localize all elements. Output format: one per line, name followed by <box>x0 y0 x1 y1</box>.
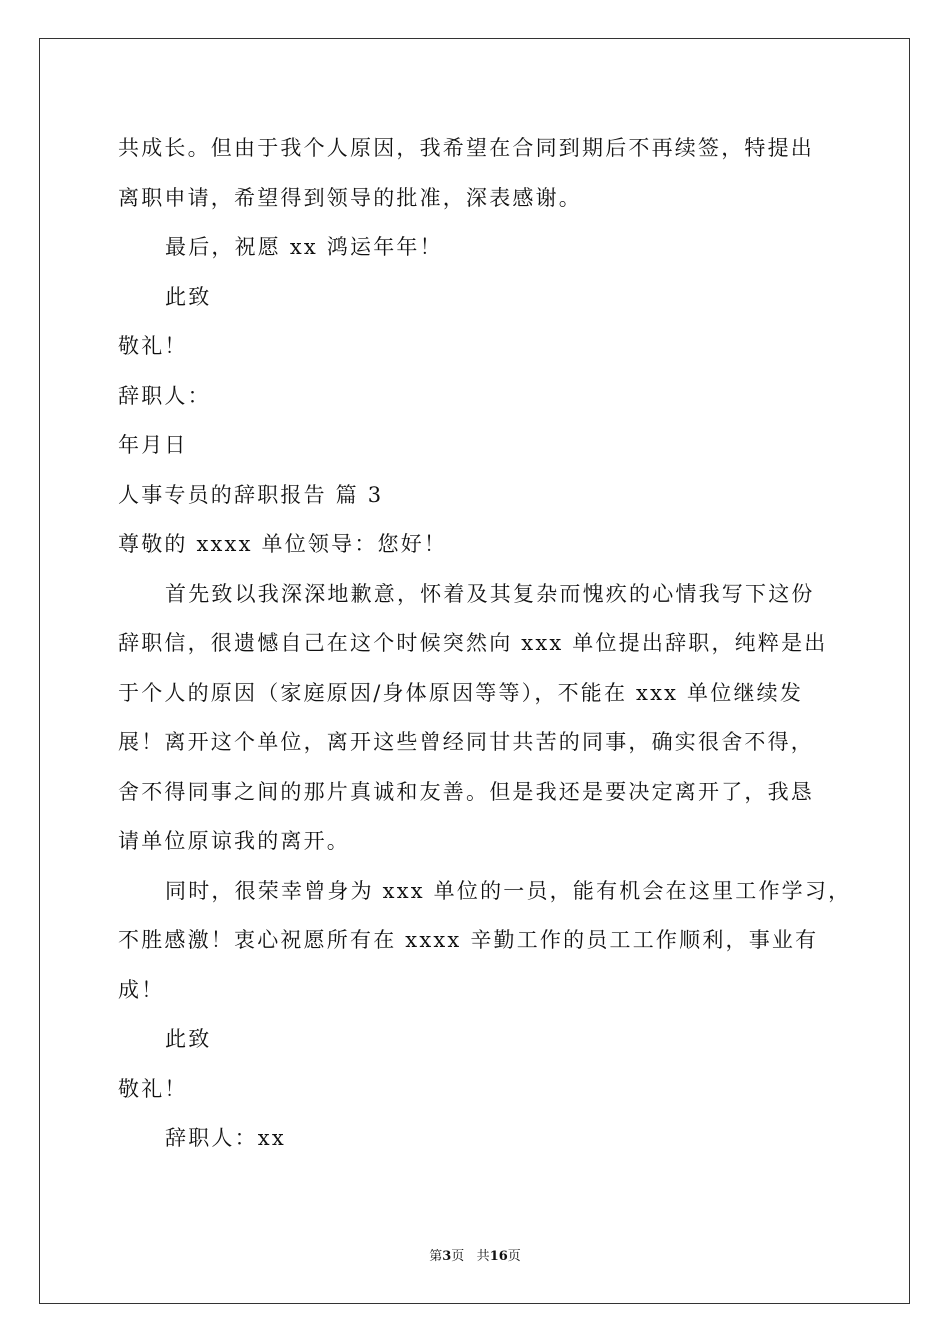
paragraph-line: 展！离开这个单位，离开这些曾经同甘共苦的同事，确实很舍不得， <box>118 730 814 754</box>
total-prefix: 共 <box>476 1249 490 1264</box>
page-prefix: 第 <box>429 1249 443 1264</box>
paragraph-line: 于个人的原因（家庭原因/身体原因等等），不能在 xxx 单位继续发 <box>118 680 804 705</box>
paragraph-line: 请单位原谅我的离开。 <box>118 829 350 853</box>
page-footer <box>0 1248 950 1266</box>
paragraph-line: 共成长。但由于我个人原因，我希望在合同到期后不再续签，特提出 <box>118 136 814 160</box>
paragraph-line: 成！ <box>118 977 165 1002</box>
signature-line: 辞职人：xx <box>165 1126 286 1150</box>
salutation-cizhi: 此致 <box>165 284 212 309</box>
paragraph-line: 辞职信，很遗憾自己在这个时候突然向 xxx 单位提出辞职，纯粹是出 <box>118 631 828 655</box>
total-suffix: 页 <box>507 1249 521 1264</box>
paragraph-line: 首先致以我深深地歉意，怀着及其复杂而愧疚的心情我写下这份 <box>165 581 815 606</box>
section-title: 人事专员的辞职报告 篇 3 <box>118 482 384 507</box>
letter-greeting: 尊敬的 xxxx 单位领导：您好！ <box>118 532 448 556</box>
page-total: 16 <box>489 1249 508 1264</box>
page-suffix: 页 <box>451 1249 465 1264</box>
paragraph-line: 舍不得同事之间的那片真诚和友善。但是我还是要决定离开了，我恳 <box>118 779 814 804</box>
salutation-cizhi: 此致 <box>165 1027 212 1051</box>
salutation-jingli: 敬礼！ <box>118 334 188 358</box>
page-current: 3 <box>442 1249 452 1264</box>
paragraph-line: 不胜感激！衷心祝愿所有在 xxxx 辛勤工作的员工工作顺利，事业有 <box>118 928 819 952</box>
paragraph-line: 同时，很荣幸曾身为 xxx 单位的一员，能有机会在这里工作学习， <box>165 878 852 903</box>
paragraph-line: 离职申请，希望得到领导的批准，深表感谢。 <box>118 185 582 210</box>
date-label: 年月日 <box>118 433 188 457</box>
document-body <box>118 124 852 1164</box>
salutation-jingli: 敬礼！ <box>118 1076 188 1101</box>
signature-label: 辞职人： <box>118 383 211 408</box>
closing-wish: 最后，祝愿 xx 鸿运年年！ <box>165 235 443 259</box>
